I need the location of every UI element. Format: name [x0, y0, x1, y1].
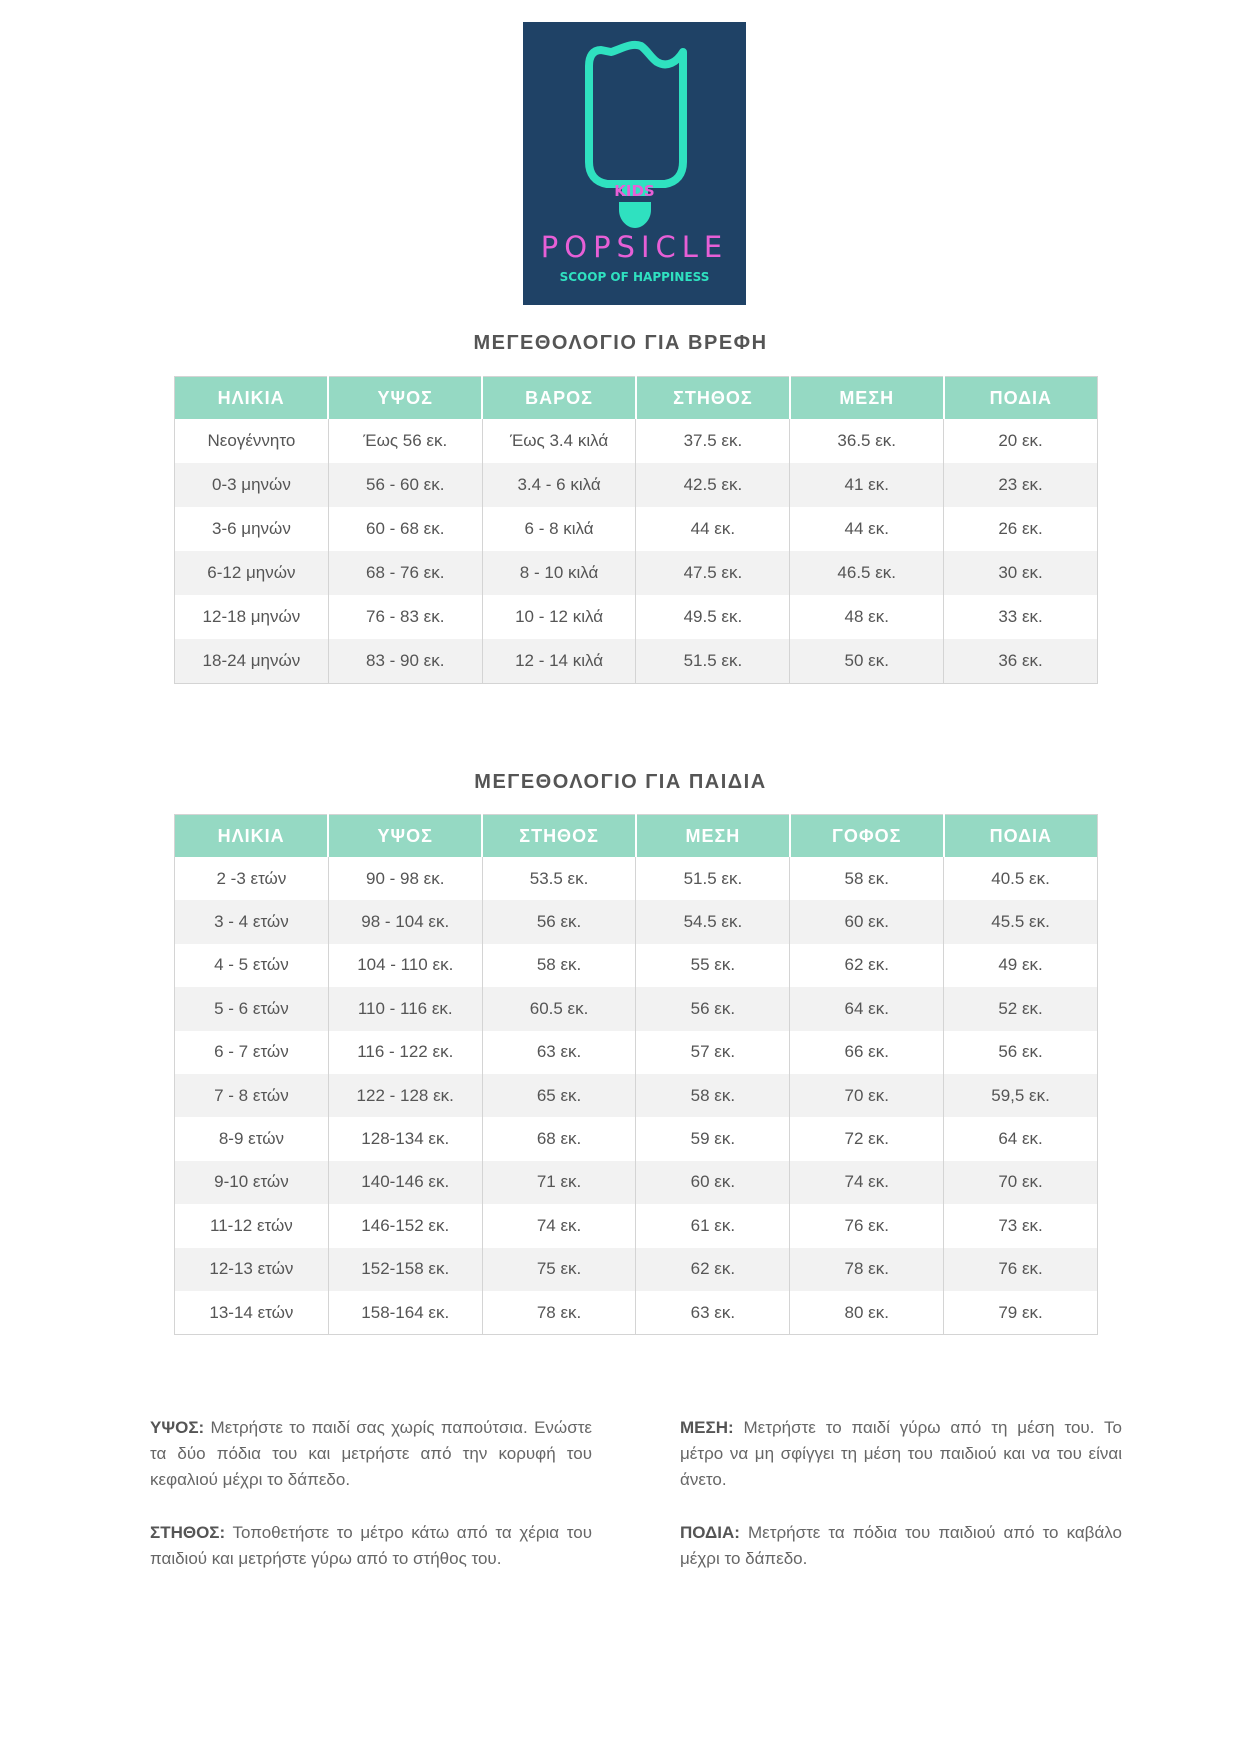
table-cell: 110 - 116 εκ.	[328, 987, 482, 1030]
table-cell: 78 εκ.	[790, 1248, 944, 1291]
table-cell: 56 εκ.	[636, 987, 790, 1030]
height-note	[150, 1415, 592, 1493]
table-cell: 26 εκ.	[998, 519, 1043, 538]
table-cell: 90 - 98 εκ.	[328, 857, 482, 900]
table-cell: 56 εκ.	[482, 900, 636, 943]
baby-chart-title: ΜΕΓΕΘΟΛΟΓΙΟ ΓΙΑ ΒΡΕΦΗ	[473, 332, 768, 354]
legs-note	[680, 1520, 1122, 1572]
height-note-label: ΥΨΟΣ:	[150, 1418, 205, 1437]
table-cell: 18-24 μηνών	[175, 639, 329, 684]
kids-chart-title: ΜΕΓΕΘΟΛΟΓΙΟ ΓΙΑ ΠΑΙΔΙΑ	[474, 771, 767, 793]
table-cell: 23 εκ.	[944, 463, 1098, 507]
table-row	[175, 987, 1098, 1030]
table-cell: 60 εκ.	[790, 900, 944, 943]
table-cell: 122 - 128 εκ.	[328, 1074, 482, 1117]
table-cell: 52 εκ.	[944, 987, 1098, 1030]
table-cell: 4 - 5 ετών	[175, 944, 329, 987]
brand-logo	[523, 22, 746, 305]
table-cell: 63 εκ.	[636, 1291, 790, 1335]
table-cell: 64 εκ.	[790, 987, 944, 1030]
table-cell: 58 εκ.	[482, 944, 636, 987]
table-cell: 83 - 90 εκ.	[328, 639, 482, 684]
table-row	[175, 419, 1098, 463]
table-cell: 104 - 110 εκ.	[328, 944, 482, 987]
table-row	[175, 463, 1098, 507]
table-cell: 59 εκ.	[636, 1117, 790, 1160]
column-header: ΣΤΗΘΟΣ	[482, 815, 636, 858]
table-cell: 6-12 μηνών	[175, 551, 329, 595]
table-row	[175, 1291, 1098, 1335]
table-cell: 7 - 8 ετών	[175, 1074, 329, 1117]
column-header: ΠΟΔΙΑ	[944, 377, 1098, 420]
table-cell: 44 εκ.	[636, 507, 790, 551]
table-cell: 51.5 εκ.	[636, 857, 790, 900]
column-header: ΥΨΟΣ	[328, 815, 482, 858]
table-row	[175, 900, 1098, 943]
table-cell: 12 - 14 κιλά	[482, 639, 636, 684]
table-cell: 10 - 12 κιλά	[482, 595, 636, 639]
table-cell: 6 - 7 ετών	[175, 1031, 329, 1074]
table-cell: 49 εκ.	[998, 955, 1043, 975]
table-cell: 36.5 εκ.	[790, 419, 944, 463]
chest-note-text: Τοποθετήστε το μέτρο κάτω από τα χέρια του παιδιού και μετρήστε γύρω από το στήθος του.	[150, 1523, 592, 1568]
table-cell: 128-134 εκ.	[328, 1117, 482, 1160]
table-cell: 53.5 εκ.	[482, 857, 636, 900]
brand-tagline: SCOOP OF HAPPINESS	[559, 270, 710, 284]
waist-note-label: ΜΕΣΗ:	[680, 1418, 734, 1437]
table-cell: 56 εκ.	[998, 1042, 1043, 1062]
table-cell: 0-3 μηνών	[175, 463, 329, 507]
column-header: ΗΛΙΚΙΑ	[175, 815, 329, 858]
table-cell: 40.5 εκ.	[991, 868, 1050, 888]
column-header: ΥΨΟΣ	[328, 377, 482, 420]
table-cell: 36 εκ.	[944, 639, 1098, 684]
table-row	[175, 1074, 1098, 1117]
table-cell: 68 - 76 εκ.	[328, 551, 482, 595]
column-header: ΜΕΣΗ	[790, 377, 944, 420]
table-row	[175, 857, 1098, 900]
table-cell: 58 εκ.	[636, 1074, 790, 1117]
table-cell: 60.5 εκ.	[482, 987, 636, 1030]
table-cell: 146-152 εκ.	[328, 1204, 482, 1247]
table-cell: 64 εκ.	[998, 1129, 1043, 1149]
table-cell: 98 - 104 εκ.	[328, 900, 482, 943]
legs-note-text: Μετρήστε τα πόδια του παιδιού από το καβάλο μέχρι το δάπεδο.	[680, 1523, 1122, 1568]
table-cell: 79 εκ.	[998, 1302, 1043, 1322]
table-cell: 56 - 60 εκ.	[328, 463, 482, 507]
table-cell: 3-6 μηνών	[175, 507, 329, 551]
column-header: ΓΟΦΟΣ	[790, 815, 944, 858]
table-cell: 2 -3 ετών	[175, 857, 329, 900]
table-row	[175, 944, 1098, 987]
table-cell: 76 εκ.	[790, 1204, 944, 1247]
table-cell: 71 εκ.	[482, 1161, 636, 1204]
table-cell: 54.5 εκ.	[636, 900, 790, 943]
height-note-text: Μετρήστε το παιδί σας χωρίς παπούτσια. Ενώστε τα δύο πόδια του και μετρήστε από την κορυφή του κεφαλιού μέχρι το δάπεδο.	[150, 1418, 592, 1489]
table-cell: 55 εκ.	[636, 944, 790, 987]
table-row	[175, 595, 1098, 639]
table-header-row	[175, 815, 1098, 858]
table-cell: 61 εκ.	[636, 1204, 790, 1247]
column-header: ΣΤΗΘΟΣ	[636, 377, 790, 420]
table-cell: 11-12 ετών	[175, 1204, 329, 1247]
table-cell: 49.5 εκ.	[636, 595, 790, 639]
table-cell: 76 - 83 εκ.	[328, 595, 482, 639]
table-cell: Νεογέννητο	[175, 419, 329, 463]
table-cell: 60 - 68 εκ.	[328, 507, 482, 551]
table-cell: 47.5 εκ.	[636, 551, 790, 595]
table-cell: 50 εκ.	[790, 639, 944, 684]
table-cell: 41 εκ.	[790, 463, 944, 507]
table-cell: 30 εκ.	[944, 551, 1098, 595]
waist-note	[680, 1415, 1122, 1493]
table-cell: 12-18 μηνών	[175, 595, 329, 639]
legs-note-label: ΠΟΔΙΑ:	[680, 1523, 740, 1542]
table-cell: 44 εκ.	[790, 507, 944, 551]
table-cell: 65 εκ.	[482, 1074, 636, 1117]
table-cell: 48 εκ.	[790, 595, 944, 639]
table-cell: 45.5 εκ.	[944, 900, 1098, 943]
table-cell: 42.5 εκ.	[636, 463, 790, 507]
table-cell: 74 εκ.	[790, 1161, 944, 1204]
table-cell: 62 εκ.	[636, 1248, 790, 1291]
table-cell: 6 - 8 κιλά	[482, 507, 636, 551]
table-row	[175, 1248, 1098, 1291]
table-row	[175, 639, 1098, 684]
table-cell: 12-13 ετών	[175, 1248, 329, 1291]
table-cell: 70 εκ.	[790, 1074, 944, 1117]
table-cell: 46.5 εκ.	[790, 551, 944, 595]
table-cell: 80 εκ.	[790, 1291, 944, 1335]
table-cell: 59,5 εκ.	[944, 1074, 1098, 1117]
table-cell: 5 - 6 ετών	[175, 987, 329, 1030]
column-header: ΒΑΡΟΣ	[482, 377, 636, 420]
table-row	[175, 551, 1098, 595]
table-cell: 37.5 εκ.	[636, 419, 790, 463]
table-cell: 66 εκ.	[790, 1031, 944, 1074]
table-cell: 158-164 εκ.	[328, 1291, 482, 1335]
table-cell: 58 εκ.	[790, 857, 944, 900]
table-row	[175, 1117, 1098, 1160]
table-row	[175, 1161, 1098, 1204]
table-cell: 62 εκ.	[790, 944, 944, 987]
table-cell: 13-14 ετών	[175, 1291, 329, 1335]
table-cell: 60 εκ.	[636, 1161, 790, 1204]
table-cell: 75 εκ.	[482, 1248, 636, 1291]
brand-name: POPSICLE	[540, 230, 729, 264]
table-cell: 74 εκ.	[482, 1204, 636, 1247]
table-row	[175, 1204, 1098, 1247]
table-cell: 8-9 ετών	[175, 1117, 329, 1160]
table-cell: 152-158 εκ.	[328, 1248, 482, 1291]
table-cell: Έως 3.4 κιλά	[482, 419, 636, 463]
table-cell: 116 - 122 εκ.	[328, 1031, 482, 1074]
table-cell: 70 εκ.	[944, 1161, 1098, 1204]
table-cell: 8 - 10 κιλά	[482, 551, 636, 595]
column-header: ΠΟΔΙΑ	[944, 815, 1098, 858]
table-cell: Έως 56 εκ.	[328, 419, 482, 463]
table-cell: 78 εκ.	[482, 1291, 636, 1335]
chest-note-label: ΣΤΗΘΟΣ:	[150, 1523, 226, 1542]
table-cell: 72 εκ.	[790, 1117, 944, 1160]
column-header: ΗΛΙΚΙΑ	[175, 377, 329, 420]
table-cell: 33 εκ.	[998, 607, 1043, 626]
table-cell: 63 εκ.	[482, 1031, 636, 1074]
table-cell: 9-10 ετών	[175, 1161, 329, 1204]
waist-note-text: Μετρήστε το παιδί γύρω από τη μέση του. Το μέτρο να μη σφίγγει τη μέση του παιδιού και να του είναι άνετο.	[680, 1418, 1122, 1489]
table-cell: 3.4 - 6 κιλά	[482, 463, 636, 507]
baby-size-table	[174, 376, 1098, 684]
table-cell: 76 εκ.	[944, 1248, 1098, 1291]
table-row	[175, 1031, 1098, 1074]
table-row	[175, 507, 1098, 551]
table-cell: 140-146 εκ.	[328, 1161, 482, 1204]
table-cell: 20 εκ.	[998, 431, 1043, 450]
table-cell: 3 - 4 ετών	[175, 900, 329, 943]
table-header-row	[175, 377, 1098, 420]
table-cell: 51.5 εκ.	[636, 639, 790, 684]
table-cell: 73 εκ.	[998, 1215, 1043, 1235]
table-cell: 57 εκ.	[636, 1031, 790, 1074]
kids-badge: KIDS	[614, 182, 655, 200]
kids-size-table	[174, 814, 1098, 1335]
chest-note	[150, 1520, 592, 1572]
table-cell: 68 εκ.	[482, 1117, 636, 1160]
column-header: ΜΕΣΗ	[636, 815, 790, 858]
